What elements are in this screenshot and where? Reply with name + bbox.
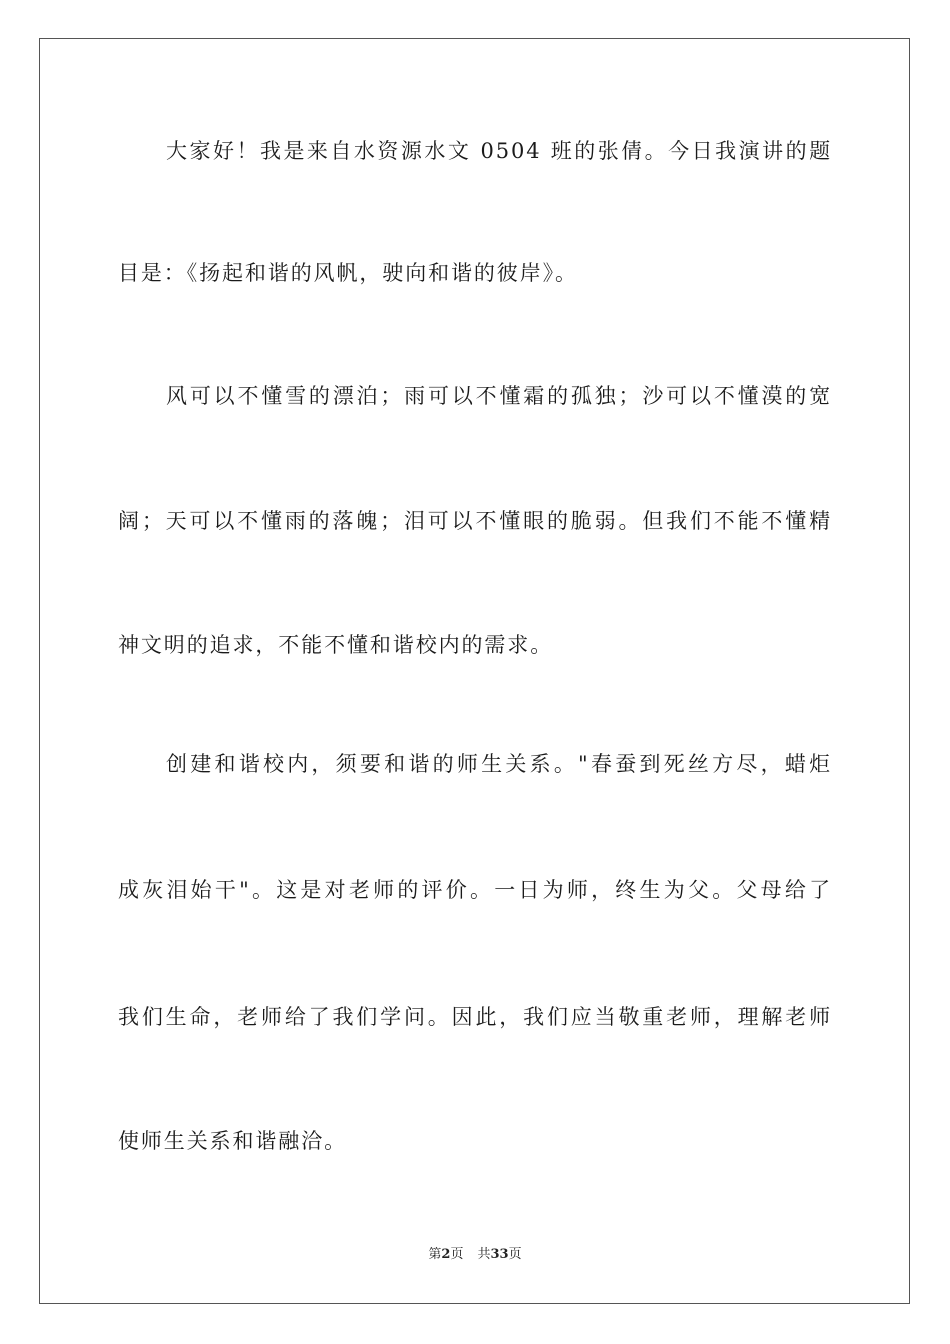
footer-page-prefix: 第 (428, 1247, 442, 1262)
footer-page-number: 2 (441, 1247, 451, 1262)
footer-total-prefix: 共 (477, 1247, 491, 1262)
paragraph-1-line-1: 大家好！我是来自水资源水文 0504 班的张倩。今日我演讲的题 (166, 139, 832, 163)
footer-page-suffix: 页 (450, 1247, 464, 1262)
footer-total-suffix: 页 (508, 1247, 522, 1262)
footer-total-pages: 33 (490, 1247, 509, 1262)
page-footer (0, 1246, 950, 1264)
paragraph-3-line-1: 创建和谐校内，须要和谐的师生关系。"春蚕到死丝方尽，蜡炬 (166, 752, 832, 776)
paragraph-3-line-2: 成灰泪始干"。这是对老师的评价。一日为师，终生为父。父母给了 (118, 878, 832, 902)
paragraph-3-line-3: 我们生命，老师给了我们学问。因此，我们应当敬重老师，理解老师 (118, 1005, 832, 1029)
page-frame (39, 38, 910, 1304)
paragraph-2-line-3: 神文明的追求，不能不懂和谐校内的需求。 (118, 633, 554, 657)
paragraph-1-line-2: 目是：《扬起和谐的风帆，驶向和谐的彼岸》。 (118, 261, 578, 285)
paragraph-3-line-4: 使师生关系和谐融洽。 (118, 1129, 347, 1153)
paragraph-2-line-1: 风可以不懂雪的漂泊；雨可以不懂霜的孤独；沙可以不懂漠的宽 (166, 384, 832, 408)
paragraph-2-line-2: 阔；天可以不懂雨的落魄；泪可以不懂眼的脆弱。但我们不能不懂精 (118, 509, 832, 533)
